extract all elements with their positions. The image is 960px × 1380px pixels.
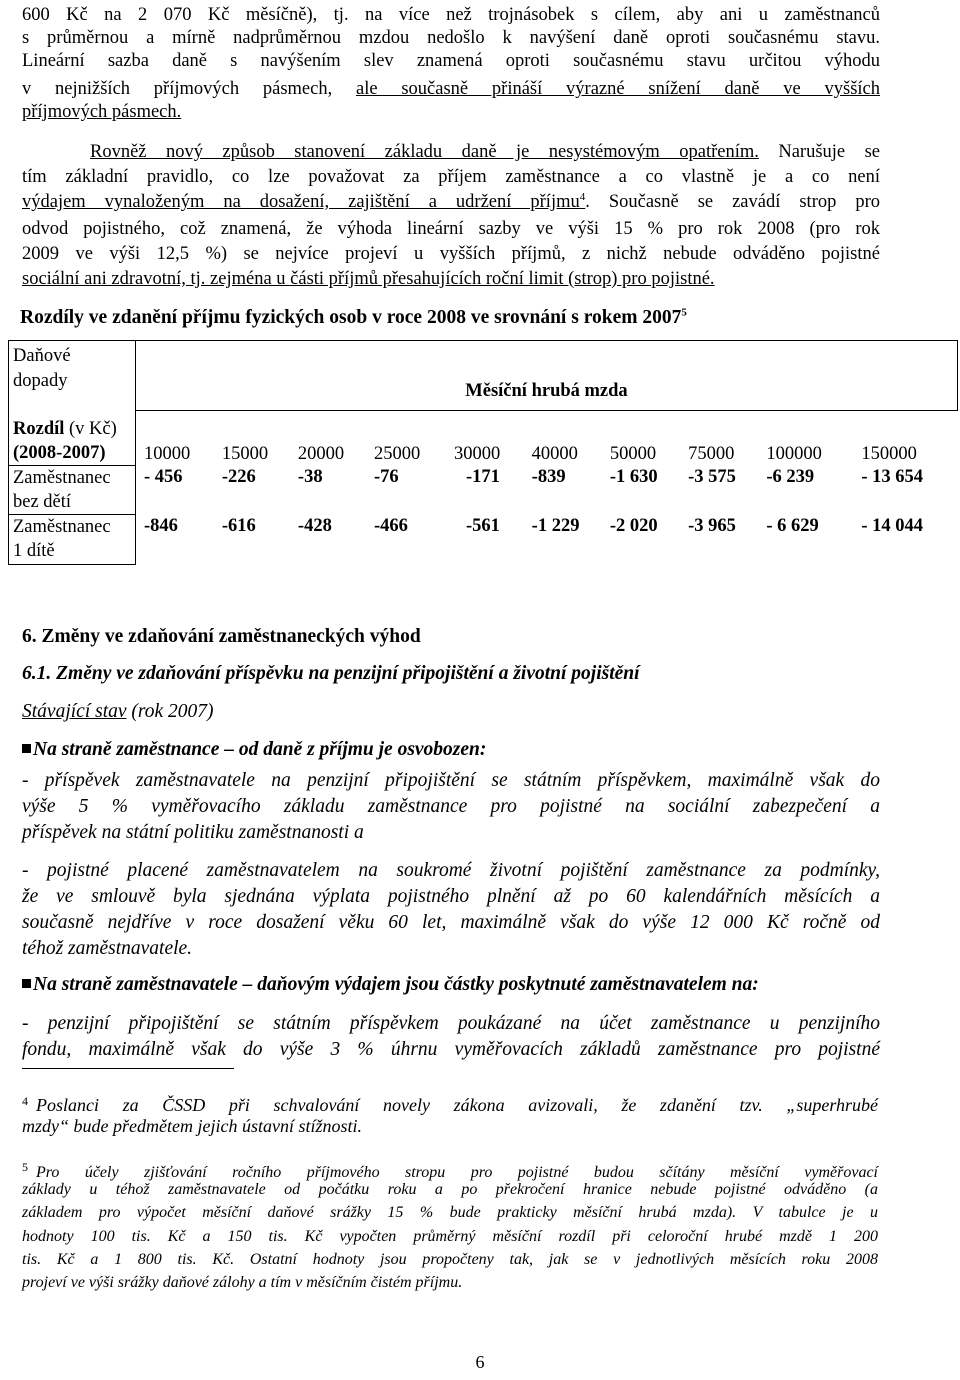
footnote-rule xyxy=(22,1068,234,1069)
text-span: výdajem vynaloženým na dosažení, zajištění a udržení příjmu xyxy=(22,192,580,212)
value-cell: -226 xyxy=(221,467,256,487)
wage-cell: 20000 xyxy=(297,444,345,464)
tax-difference-table xyxy=(8,340,958,565)
value-cell: -1 229 xyxy=(531,516,580,536)
paragraph-line xyxy=(22,78,880,100)
wage-cell: 50000 xyxy=(609,444,657,464)
text-span: v nejnižších příjmových pásmech, xyxy=(22,79,357,99)
row-label-unit: (v Kč) xyxy=(64,418,117,439)
employee-heading xyxy=(22,739,880,761)
footnote-text: Pro účely zjišťování ročního příjmového stropu pro pojistné budou sčítány měsíční vyměřovací xyxy=(36,1164,878,1181)
paragraph-line: 2009 ve výši 12,5 %) se nejvíce projeví u vyšších příjmů, z nichž nebude odváděno pojistné xyxy=(22,244,880,264)
value-cell: -76 xyxy=(373,467,399,487)
row-label: bez dětí xyxy=(13,491,72,512)
value-cell: - 14 044 xyxy=(861,516,923,536)
table-title xyxy=(20,307,878,329)
underlined-text: příjmových pásmech. xyxy=(22,102,182,122)
employee-heading-text: Na straně zaměstnance – od daně z příjmu je osvobozen: xyxy=(33,739,487,760)
paragraph-line: 600 Kč na 2 070 Kč měsíčně), tj. na více než trojnásobek s cílem, aby ani u zaměstnanců xyxy=(22,5,880,25)
value-cell: -428 xyxy=(297,516,332,536)
value-cell: -561 xyxy=(466,516,500,536)
value-cell: -6 239 xyxy=(766,467,815,487)
footnote-number: 4 xyxy=(22,1094,28,1108)
value-cell: -2 020 xyxy=(609,516,658,536)
wage-cell: 40000 xyxy=(531,444,578,464)
employer-heading-text: Na straně zaměstnavatele – daňovým výdajem jsou částky poskytnuté zaměstnavatelem na: xyxy=(33,974,759,995)
text-span: Narušuje se xyxy=(758,142,880,162)
paragraph-line xyxy=(22,191,880,213)
bullet-square-icon xyxy=(22,744,31,753)
header-cell xyxy=(136,341,958,411)
row-label: Zaměstnanec xyxy=(13,516,111,537)
paragraph-line: příspěvek na státní politiku zaměstnanosti a xyxy=(22,822,364,843)
row-label-bold: Rozdíl xyxy=(13,418,65,439)
row-label-cell xyxy=(9,514,136,564)
paragraph-line: výše 5 % vyměřovacího základu zaměstnance pro pojistné na sociální zabezpečení a xyxy=(22,796,880,817)
footnote-line: projeví ve výši srážky daňové zálohy a tím v měsíčním čistém příjmu. xyxy=(22,1274,463,1291)
value-cell: -171 xyxy=(466,467,500,487)
paragraph-line xyxy=(90,141,880,163)
value-cell: - 456 xyxy=(144,467,183,487)
footnote-line: tis. Kč a 1 800 tis. Kč. Ostatní hodnoty jsou propočteny tak, jak se v jednotlivých měsících roku 2008 xyxy=(22,1251,878,1268)
row-label-cell xyxy=(9,465,136,514)
footnote-ref: 5 xyxy=(681,306,687,319)
paragraph-line: - pojistné placené zaměstnavatelem na soukromé životní pojištění zaměstnance za podmínky, xyxy=(22,860,880,881)
table-title-text: Rozdíly ve zdanění příjmu fyzických osob v roce 2008 ve srovnání s rokem 2007 xyxy=(20,307,682,328)
footnote-ref: 4 xyxy=(579,190,586,203)
paragraph-line: odvod pojistného, což znamená, že výhoda lineární sazby ve výši 15 % pro rok 2008 (pro rok xyxy=(22,219,880,239)
footnote-line: mzdy“ bude předmětem jejich ústavní stížnosti. xyxy=(22,1116,362,1136)
paragraph-line: tím základní pravidlo, co lze považovat za příjem zaměstnance a co vlastně je a co není xyxy=(22,167,880,187)
footnote-line: hodnoty 100 tis. Kč a 150 tis. Kč vypočten průměrný měsíční rozdíl při celoroční hrubé mzdě 1 200 xyxy=(22,1228,878,1245)
corner-label: Daňové xyxy=(13,346,71,366)
paragraph-line: - penzijní připojištění se státním příspěvkem poukázané na účet zaměstnance u penzijního xyxy=(22,1013,880,1034)
row-label: Zaměstnanec xyxy=(13,467,111,488)
corner-cell xyxy=(9,341,136,411)
wage-cell: 30000 xyxy=(454,444,501,464)
current-state-line xyxy=(22,701,880,723)
paragraph-line: Lineární sazba daně s navýšením slev znamená oproti současnému stavu určitou výhodu xyxy=(22,51,880,71)
wage-cell: 10000 xyxy=(144,444,191,464)
value-cell: - 13 654 xyxy=(861,467,923,487)
row-label xyxy=(13,417,131,441)
wage-cell: 150000 xyxy=(861,444,917,464)
wage-cell: 15000 xyxy=(221,444,269,464)
footnote-line xyxy=(22,1090,878,1116)
bullet-square-icon xyxy=(22,979,31,988)
value-cell: -3 575 xyxy=(688,467,736,487)
text-span: . Současně se zavádí strop pro xyxy=(585,192,880,212)
current-state-label: Stávající stav xyxy=(22,701,127,722)
paragraph-line xyxy=(22,101,880,123)
value-cell: -839 xyxy=(531,467,566,487)
value-cell: -3 965 xyxy=(688,516,736,536)
footnote-number: 5 xyxy=(22,1160,28,1174)
footnote-line: základem pro výpočet měsíční daňové srážky 15 % bude prakticky měsíční hrubá mzda). V tabulce je u xyxy=(22,1204,878,1221)
current-state-year: (rok 2007) xyxy=(126,701,214,722)
section-heading: 6. Změny ve zdaňování zaměstnaneckých výhod xyxy=(22,626,421,647)
underlined-text: Rovněž nový způsob stanovení základu daně je nesystémovým opatřením. xyxy=(90,142,759,162)
footnote-line: základy u téhož zaměstnavatele od počátku roku a po překročení hranice nebude pojistné odváděno (a xyxy=(22,1181,878,1198)
row-label: (2008-2007) xyxy=(13,442,106,463)
employer-heading xyxy=(22,974,880,996)
row-label: 1 dítě xyxy=(13,540,55,561)
value-cell: - 6 629 xyxy=(766,516,819,536)
section-subheading: 6.1. Změny ve zdaňování příspěvku na penzijní připojištění a životní pojištění xyxy=(22,663,640,684)
value-cell: -38 xyxy=(297,467,323,487)
value-cell: -466 xyxy=(373,516,408,536)
wage-cell: 75000 xyxy=(688,444,735,464)
underlined-text: ale současně přináší výrazné snížení daně ve vyšších xyxy=(356,79,880,99)
paragraph-line: současně nejdříve v roce dosažení věku 60 let, maximálně však do výše 12 000 Kč ročně od xyxy=(22,912,880,933)
corner-label: dopady xyxy=(13,371,68,391)
paragraph-line: fondu, maximálně však do výše 3 % úhrnu vyměřovacích základů zaměstnance pro pojistné xyxy=(22,1039,880,1060)
wage-cell: 25000 xyxy=(373,444,421,464)
value-cell: -1 630 xyxy=(609,467,658,487)
paragraph-line xyxy=(22,268,880,290)
header-label: Měsíční hrubá mzda xyxy=(465,381,628,401)
row-label-cell xyxy=(9,411,136,466)
paragraph-line: - příspěvek zaměstnavatele na penzijní připojištění se státním příspěvkem, maximálně však do xyxy=(22,770,880,791)
paragraph-line: s průměrnou a mírně nadprůměrnou mzdou nedošlo k navýšení daně oproti současnému stavu. xyxy=(22,28,880,48)
underlined-text xyxy=(22,192,585,212)
paragraph-line: téhož zaměstnavatele. xyxy=(22,938,193,959)
wage-cell: 100000 xyxy=(766,444,822,464)
value-cell: -846 xyxy=(144,516,178,536)
paragraph-line: že ve smlouvě byla sjednána výplata pojistného plnění až po 60 kalendářních měsících a xyxy=(22,886,880,907)
footnote-text: Poslanci za ČSSD při schvalování novely zákona avizovali, že zdanění tzv. „superhrubé xyxy=(36,1095,878,1115)
underlined-text: sociální ani zdravotní, tj. zejména u části příjmů přesahujících roční limit (strop) pro pojistné. xyxy=(22,269,715,289)
value-cell: -616 xyxy=(221,516,256,536)
page-number: 6 xyxy=(475,1352,485,1372)
